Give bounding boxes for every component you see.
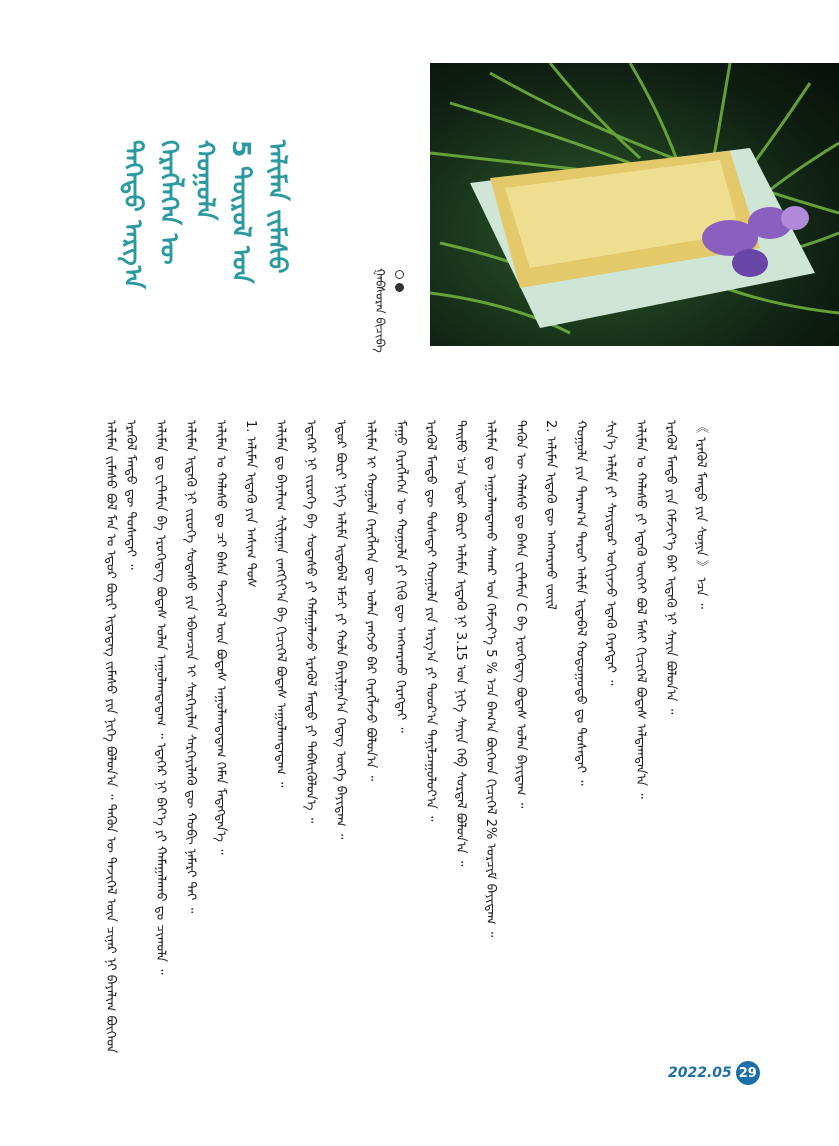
outline-circle-icon	[395, 270, 404, 279]
body-column: ᠬᠣᠭᠣᠯᠠ ᠶᠢᠨ ᠳᠠᠷᠠᠭ᠎ᠠ ᠳᠠᠷᠤᠢ ᠠᠯᠢᠮᠠ ᠢᠳᠡᠪᠡᠯ ᠬᠣᠳᠤᠭᠤᠳᠤ ᠳᠤ ᠲᠤᠰᠠᠲᠠᠶ ᠃	[573, 420, 588, 786]
body-column: ᠮᠠᠭᠤ ᠬᠡᠷᠡᠭᠯᠡᠭᠡᠨ ᠦ ᠬᠣᠭᠣᠯᠠ ᠶᠢ ᠬᠢᠬᠦ ᠳᠦ ᠠᠩᠬᠠᠷᠬᠤ ᠬᠡᠷᠡᠭᠲᠡᠶ ᠃	[393, 420, 408, 733]
body-column: ᠰᠢᠨ᠎ᠡ ᠠᠯᠢᠮᠠ ᠶᠢ ᠰᠠᠶᠢᠲᠤᠷ ᠤᠭᠢᠶᠠᠵᠤ ᠡᠳᠡᠬᠦ ᠬᠡᠷᠡᠭᠲᠡᠶ ᠃	[603, 420, 618, 686]
issue-date: 2022.05	[668, 1065, 732, 1081]
body-column: ᠠᠯᠢᠮᠠᠨ ᠳᠤ ᠪᠠᠶᠠᠯᠢᠭ ᠰᠢᠯᠢᠭᠠᠨ ᠵᠠᠩᠭᠢᠶ᠎ᠠ ᠪᠠ ᠬᠢᠴᠢᠭᠡᠯ ᠪᠣᠳᠠᠰ ᠠᠭᠤᠯᠠᠭᠳᠠᠳᠠᠭ ᠃	[273, 420, 288, 788]
title-line-4: ᠬᠡᠷᠡᠭᠯᠡᠭᠡᠨ ᠦ	[155, 140, 184, 265]
body-column: ᠡᠷᠡᠭᠦᠯ ᠮᠡᠨᠳᠦ ᠶᠢᠨ ᠬᠡᠮᠵᠢᠶ᠎ᠡ ᠪᠠᠷ ᠢᠳᠡᠬᠦ ᠨᠢ ᠰᠠᠶᠢᠨ ᠪᠣᠯᠤᠨ᠎ᠠ ᠃	[663, 420, 678, 715]
title-line-2: 5 ᠲᠦᠷᠦᠯ ᠤᠨ	[227, 140, 256, 284]
title-line-5: ᠳᠡᠭᠡᠳᠦ ᠠᠷᠭ᠎ᠠ	[119, 140, 148, 289]
byline	[370, 268, 404, 353]
body-column: ᠠᠯᠢᠮᠠᠨ ᠢᠳᠡᠬᠦ ᠨᠢ ᠵᠢᠷᠦᠬᠡ ᠰᠤᠳᠠᠰᠤ ᠶᠢᠨ ᠡᠪᠡᠳᠴᠢᠨ ᠢ ᠰᠡᠷᠭᠡᠶᠢᠯᠡᠨ ᠰᠡᠷᠭᠡᠶᠢᠯᠡᠬᠦ ᠳᠦ ᠬᠣᠪᠢ ᠨᠡᠮᠡᠷᠢ ᠲᠡᠶ ᠃	[183, 420, 198, 914]
body-column: ᠠᠯᠢᠮᠠᠨ ᠤ ᠬᠠᠯᠠᠰᠤ ᠶᠢ ᠡᠳᠡᠬᠦ ᠦᠭᠡᠢ ᠪᠣᠯ ᠮᠠᠰᠢ ᠬᠢᠴᠢᠭᠡᠯ ᠪᠣᠳᠠᠰ ᠠᠯᠳᠠᠭᠳᠠᠨ᠎ᠠ ᠃	[633, 420, 648, 799]
title-line-1: ᠠᠯᠢᠮᠠᠨ ᠵᠢᠮᠡᠰᠦ	[263, 140, 292, 274]
section-heading-1: 1. ᠠᠯᠢᠮᠠᠨ ᠢᠳᠡᠬᠦ ᠶᠢᠨ ᠠᠰᠢᠭ ᠲᠤᠰ	[243, 420, 258, 588]
body-column: ᠲᠡᠭᠦᠨ ᠦ ᠬᠠᠯᠠᠰᠤ ᠳᠤ ᠪᠠᠰᠠ ᠸᠢᠲ᠋ᠠᠮᠢᠨ C ᠪᠠ ᠡᠷᠦᠬᠡᠳᠡᠭ ᠪᠣᠳᠠᠰ ᠣᠯᠠᠨ ᠪᠠᠶᠢᠳᠠᠭ ᠃	[513, 420, 528, 809]
byline-marker	[395, 270, 404, 292]
title-line-3: ᠬᠣᠭᠣᠯᠠ	[191, 140, 220, 221]
page-number: 29	[736, 1061, 760, 1085]
body-column: ᠠᠯᠢᠮᠠᠨ ᠤ ᠬᠠᠯᠠᠰᠤ ᠳᠤ ᠴᠢ ᠪᠠᠰᠠ ᠲᠡᠵᠢᠭᠡᠯ ᠦᠨ ᠪᠣᠳᠠᠰ ᠠᠭᠤᠯᠠᠭᠳᠠᠳᠠᠭ ᠬᠡᠮᠡᠨ ᠮᠡᠳᠡᠭᠳᠡᠨ᠎ᠡ ᠃	[213, 420, 228, 855]
article-title	[118, 140, 348, 320]
body-column: ᠡᠳᠦᠷ ᠪᠦᠷᠢ ᠨᠢᠭᠡ ᠠᠯᠢᠮᠠ ᠢᠳᠡᠪᠡᠯ ᠡᠮᠴᠢ ᠶᠢ ᠬᠣᠯᠠ ᠪᠠᠶᠢᠯᠭᠠᠨ᠎ᠠ ᠭᠡᠳᠡᠭ ᠦᠭᠡ ᠪᠠᠶᠢᠳᠠᠭ ᠃	[333, 420, 348, 840]
food-photo-illustration	[430, 63, 839, 346]
body-column: ᠠᠯᠢᠮᠠᠨ ᠳᠤ ᠠᠭᠤᠯᠠᠭᠳᠠᠬᠤ ᠰᠠᠬᠠᠷ ᠤᠨ ᠬᠡᠮᠵᠢᠶ᠎ᠡ 5 % ᠡᠴᠡ ᠪᠠᠭ᠎ᠠ ᠪᠥᠭᠡᠳ ᠬᠢᠴᠢᠭᠡᠯ 2% ᠣᠷᠴᠢᠮ ᠪᠠᠶᠢᠳᠠᠭ ᠃	[483, 420, 498, 938]
body-column: ᠲᠡᠢᠮᠦ ᠡᠴᠡ ᠡᠳᠦᠷ ᠪᠦᠷᠢ ᠠᠯᠢᠮᠠᠨ ᠢᠳᠡᠬᠦ ᠨᠢ 3.15 ᠤᠨ ᠨᠢᠭᠡ ᠰᠠᠶᠢᠨ ᠬᠡᠪ ᠰᠤᠷᠲᠠᠯ ᠪᠣᠯᠤᠨ᠎ᠠ ᠃	[453, 420, 468, 867]
section-heading-2: 2. ᠠᠯᠢᠮᠠᠨ ᠢᠳᠡᠬᠦ ᠳᠦ ᠠᠩᠬᠠᠷᠬᠤ ᠵᠦᠢᠯ	[543, 420, 558, 610]
body-column: ᠠᠯᠢᠮᠠᠨ ᠳᠤ ᠸᠢᠲ᠋ᠠᠮᠢᠨ ᠪᠠ ᠡᠷᠦᠬᠡᠳᠡᠭ ᠪᠣᠳᠠᠰ ᠣᠯᠠᠨ ᠠᠭᠤᠯᠠᠭᠳᠠᠳᠠᠭ ᠃ ᠡᠳᠡᠭᠡᠷ ᠨᠢ ᠪᠡᠶ᠎ᠡ ᠶᠢ ᠬᠠᠮᠠᠭᠠᠯᠠᠬᠤ ᠳᠤ ᠴᠢᠬᠤᠯᠠ ᠃	[153, 420, 168, 975]
filled-circle-icon	[395, 283, 404, 292]
author-name: ᠭᠠᠪᠰᠤᠷᠡᠨ ᠪᠢᠴᠢᠪᠡ	[373, 268, 387, 353]
body-column: ᠡᠷᠡᠭᠦᠯ ᠮᠡᠨᠳᠦ ᠳᠦ ᠲᠤᠰᠠᠲᠠᠶ ᠬᠣᠭᠣᠯᠠ ᠶᠢᠨ ᠠᠷᠭ᠎ᠠ ᠶᠢ ᠳᠣᠣᠷ᠎ᠠ ᠲᠠᠨᠢᠯᠴᠠᠭᠤᠯᠤᠶ᠎ᠠ ᠃	[423, 420, 438, 822]
body-column: ᠡᠳᠡᠭᠡᠷ ᠨᠢ ᠵᠢᠷᠦᠬᠡ ᠪᠠ ᠰᠤᠳᠠᠰᠤ ᠶᠢ ᠬᠠᠮᠠᠭᠠᠯᠠᠵᠤ ᠡᠷᠡᠭᠦᠯ ᠮᠡᠨᠳᠦ ᠶᠢ ᠳᠡᠪᠰᠢᠭᠦᠯᠦᠨ᠎ᠡ ᠃	[303, 420, 318, 824]
body-column: 《 ᠡᠷᠡᠭᠦᠯ ᠮᠡᠨᠳᠦ ᠶᠢᠨ ᠰᠣᠨᠢᠨ 》 ᠡᠴᠡ ᠃	[693, 420, 708, 609]
page-footer	[668, 1060, 760, 1086]
body-column: ᠠᠯᠢᠮᠠᠨ ᠵᠢᠮᠡᠰᠦ ᠪᠣᠯ ᠮᠠᠨ ᠤ ᠡᠳᠦᠷ ᠪᠦᠷᠢ ᠢᠳᠡᠳᠡᠭ ᠵᠢᠮᠡᠰᠦ ᠶᠢᠨ ᠨᠢᠭᠡ ᠪᠣᠯᠤᠨ᠎ᠠ ᠃ ᠲᠡᠭᠦᠨ ᠦ ᠲᠡᠵᠢᠭᠡᠯ ᠦᠨ ᠴᠢᠨᠠᠷ ᠨᠢ ᠪᠠᠶᠠᠯᠢᠭ ᠪᠥᠭᠡᠳ ᠡᠷᠡᠭᠦᠯ ᠮᠡᠨᠳᠦ ᠳᠦ ᠲᠤᠰᠠᠲᠠᠶ ᠃	[103, 420, 138, 1054]
food-photo	[430, 63, 839, 346]
body-column: ᠠᠯᠢᠮᠠᠨ ᠢ ᠬᠣᠭᠣᠯᠠ ᠬᠡᠷᠡᠭᠯᠡᠭᠡᠨ ᠳᠦ ᠣᠯᠠᠨ ᠶᠠᠩᠵᠤ ᠪᠠᠷ ᠬᠡᠷᠡᠭᠯᠡᠵᠦ ᠪᠣᠯᠤᠨ᠎ᠠ ᠃	[363, 420, 378, 782]
article-body	[100, 420, 740, 1060]
